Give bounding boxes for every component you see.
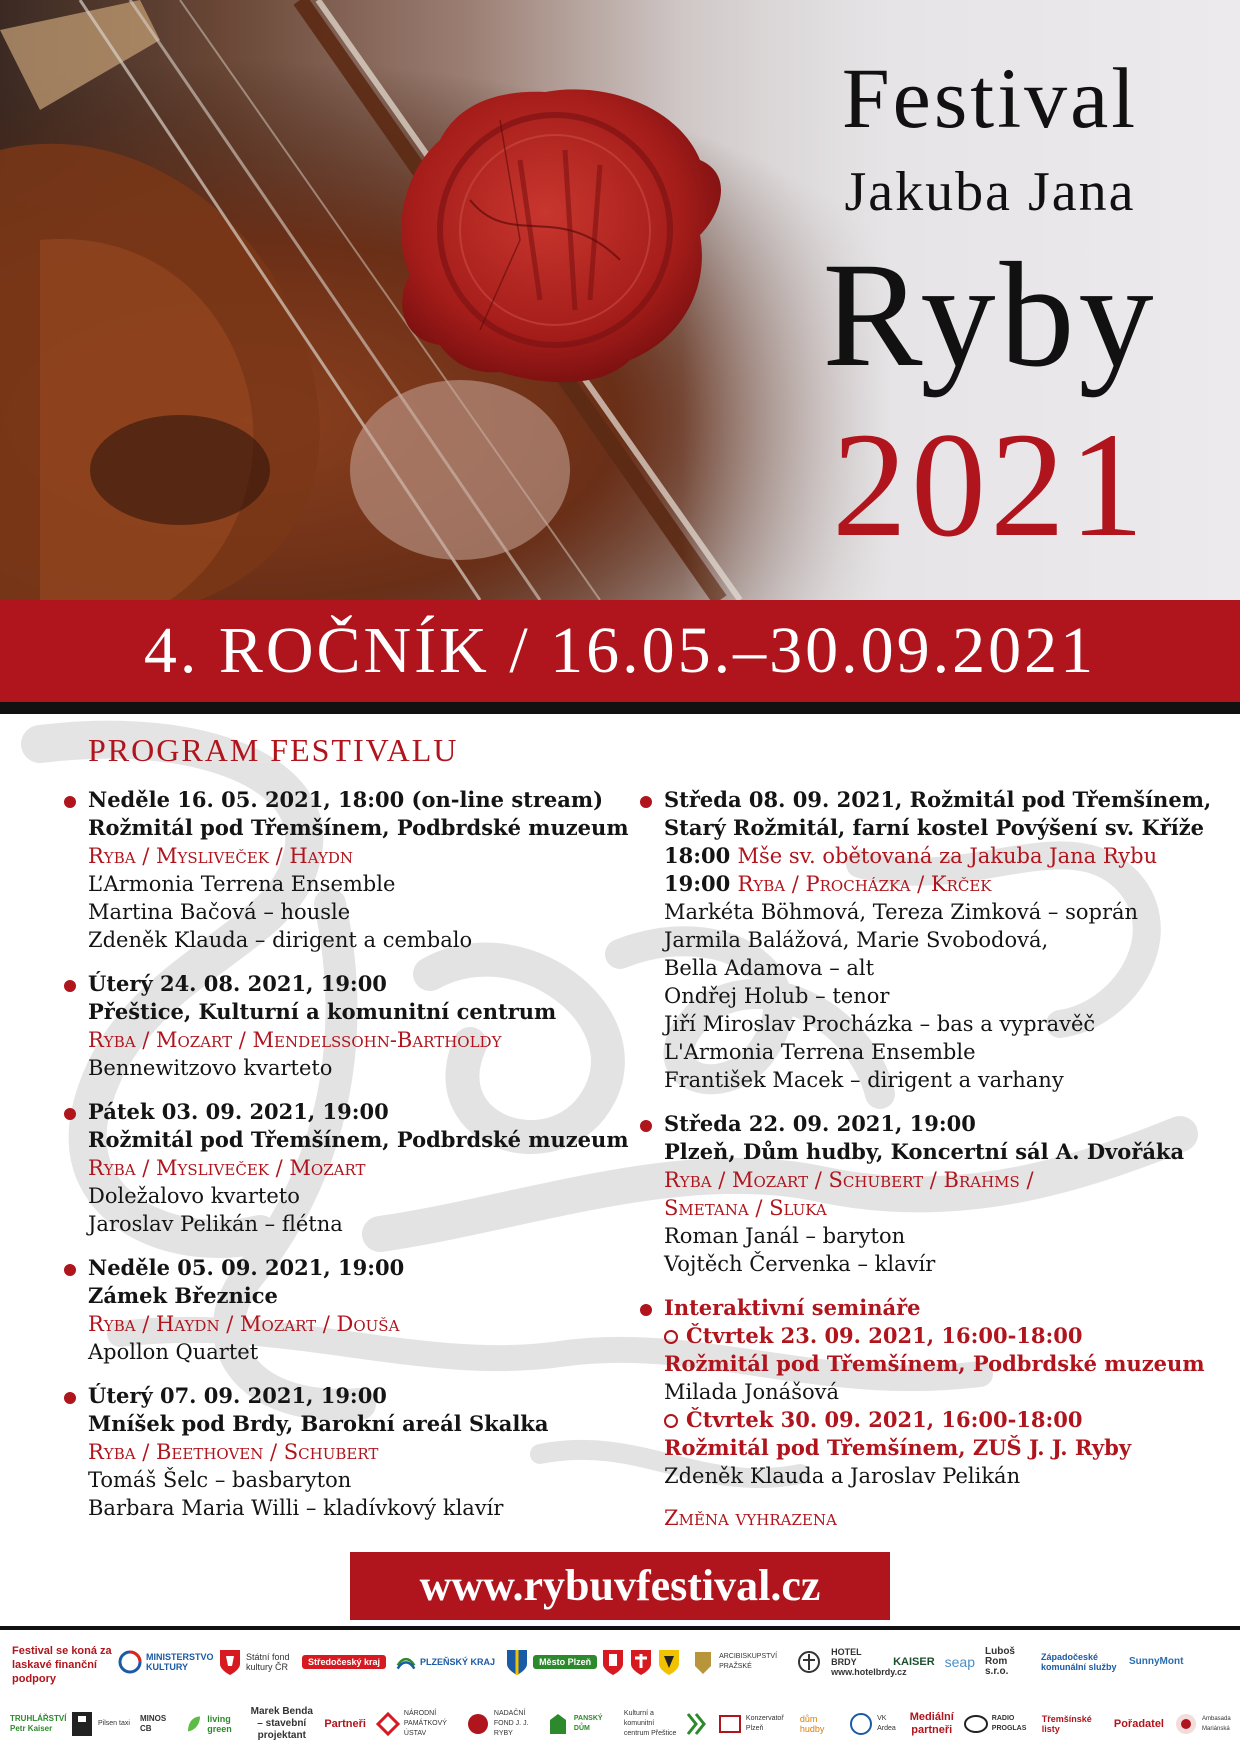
seap-logo bbox=[944, 1654, 975, 1670]
church-crest-icon bbox=[691, 1648, 715, 1676]
event-performer: L'Armonia Terrena Ensemble bbox=[664, 1040, 976, 1064]
hotel-brdy-logo bbox=[831, 1647, 907, 1677]
kkc-logo bbox=[624, 1709, 708, 1739]
bullet-icon bbox=[640, 1120, 652, 1132]
seminar-date bbox=[664, 1322, 1228, 1350]
zks-logo bbox=[1041, 1652, 1119, 1672]
sponsor-name: HOTEL BRDY www.hotelbrdy.cz bbox=[831, 1647, 907, 1677]
truhlarstvi-logo bbox=[10, 1714, 67, 1734]
event-composers: Ryba / Haydn / Mozart / Douša bbox=[88, 1312, 400, 1336]
event-performer: Jarmila Balážová, Marie Svobodová, bbox=[664, 928, 1049, 952]
event-venue: Zámek Březnice bbox=[88, 1283, 278, 1308]
konzervator-logo bbox=[718, 1710, 790, 1738]
media-partners-label: Mediální partneři bbox=[909, 1711, 954, 1736]
festival-website-link[interactable] bbox=[350, 1552, 890, 1620]
dum-hudby-logo bbox=[800, 1714, 839, 1734]
sponsor-name: TRUHLÁŘSTVÍ Petr Kaiser bbox=[10, 1714, 67, 1733]
seminar-lecturer: Milada Jonášová bbox=[664, 1380, 840, 1404]
vk-ardea-logo bbox=[849, 1710, 900, 1738]
bullet-icon bbox=[64, 980, 76, 992]
sponsor-name: MINOS CB bbox=[140, 1714, 167, 1733]
event-item bbox=[62, 786, 629, 954]
event-venue: Přeštice, Kulturní a komunitní centrum bbox=[88, 999, 557, 1024]
sponsor-name: KAISER bbox=[893, 1656, 935, 1668]
event-item bbox=[638, 1110, 1228, 1278]
bullet-icon bbox=[64, 796, 76, 808]
event-item bbox=[62, 1254, 622, 1366]
event-date: Úterý 24. 08. 2021, 19:00 bbox=[88, 971, 387, 996]
program-heading: PROGRAM FESTIVALU bbox=[88, 732, 459, 768]
event-performer: Bennewitzovo kvarteto bbox=[88, 1056, 333, 1080]
tremsinske-listy-logo bbox=[1042, 1714, 1104, 1734]
event-composers: Ryba / Procházka / Krček bbox=[737, 872, 992, 896]
festival-year: 2021 bbox=[832, 402, 1148, 568]
festival-title-line3: Ryby bbox=[822, 232, 1158, 398]
sponsor-name: NÁRODNÍ PAMÁTKOVÝ ÚSTAV bbox=[403, 1710, 447, 1737]
sponsor-name: dům hudby bbox=[799, 1714, 825, 1734]
event-performer: Vojtěch Červenka – klavír bbox=[664, 1252, 936, 1276]
seminar-lecturer: Zdeněk Klauda a Jaroslav Pelikán bbox=[664, 1464, 1021, 1488]
sponsor-name: PLZEŇSKÝ KRAJ bbox=[420, 1657, 496, 1667]
event-concert bbox=[664, 870, 1228, 898]
ministry-logo-icon bbox=[118, 1648, 142, 1676]
sponsor-name: Město Plzeň bbox=[533, 1655, 597, 1669]
event-composers: Ryba / Mozart / Mendelssohn-Bartholdy bbox=[88, 1028, 502, 1052]
living-green-logo bbox=[185, 1710, 239, 1738]
pilsen-taxi-logo bbox=[70, 1710, 130, 1738]
sponsor-name: RADIO PROGLAS bbox=[991, 1715, 1027, 1732]
mesto-plzen-logo bbox=[505, 1648, 681, 1676]
change-notice: Změna vyhrazena bbox=[664, 1506, 837, 1530]
sponsor-name: MINISTERSTVO KULTURY bbox=[146, 1652, 214, 1672]
stredocesky-logo bbox=[302, 1655, 386, 1669]
event-performer: Zdeněk Klauda – dirigent a cembalo bbox=[88, 928, 473, 952]
city-crest-icon bbox=[657, 1648, 681, 1676]
sponsor-row-bottom bbox=[10, 1700, 1240, 1748]
radio-icon bbox=[964, 1710, 988, 1738]
event-date: Pátek 03. 09. 2021, 19:00 bbox=[88, 1099, 389, 1124]
bullet-icon bbox=[64, 1264, 76, 1276]
conservatory-icon bbox=[718, 1710, 742, 1738]
sponsor-name: Kulturní a komunitní centrum Přeštice bbox=[623, 1710, 677, 1737]
seminar-date-text: Čtvrtek 23. 09. 2021, 16:00-18:00 bbox=[686, 1323, 1083, 1348]
panskydum-logo bbox=[546, 1710, 614, 1738]
event-mass bbox=[664, 842, 1228, 870]
marek-benda-label: Marek Benda – stavební projektant bbox=[250, 1706, 313, 1741]
sponsor-name: Třemšínské listy bbox=[1041, 1714, 1092, 1734]
sponsor-name: ARCIBISKUPSTVÍ PRAŽSKÉ bbox=[719, 1653, 778, 1670]
sponsor-name: Luboš Rom s.r.o. bbox=[985, 1646, 1015, 1677]
sponsor-row-top bbox=[118, 1638, 1183, 1686]
npu-logo-icon bbox=[376, 1710, 400, 1738]
event-item bbox=[62, 1382, 622, 1522]
festival-title-line1: Festival bbox=[841, 50, 1139, 146]
program-column-left bbox=[62, 786, 629, 1538]
seminar-venue: Rožmitál pod Třemšínem, Podbrdské muzeum bbox=[664, 1351, 1205, 1376]
sponsor-name: SunnyMont bbox=[1129, 1656, 1184, 1667]
event-performer: L’Armonia Terrena Ensemble bbox=[88, 872, 396, 896]
event-performer: Ondřej Holub – tenor bbox=[664, 984, 890, 1008]
minos-logo bbox=[140, 1714, 175, 1734]
seminar-date bbox=[664, 1406, 1228, 1434]
event-performer: Jiří Miroslav Procházka – bas a vypravěč bbox=[664, 1012, 1096, 1036]
sponsor-name: Západočeské komunální služby bbox=[1041, 1652, 1117, 1672]
edition-dates: 4. ROČNÍK / 16.05.–30.09.2021 bbox=[143, 614, 1097, 687]
event-performer: Martina Bačová – housle bbox=[88, 900, 351, 924]
seminar-heading: Interaktivní semináře bbox=[664, 1295, 921, 1320]
arcibiskupstvi-logo bbox=[691, 1648, 821, 1676]
seminar-date-text: Čtvrtek 30. 09. 2021, 16:00-18:00 bbox=[686, 1407, 1083, 1432]
sponsor-name: Státní fond kultury ČR bbox=[246, 1652, 290, 1672]
company-logo-icon bbox=[70, 1710, 94, 1738]
bullet-icon bbox=[64, 1392, 76, 1404]
event-item bbox=[638, 1294, 1228, 1490]
event-venue: Plzeň, Dům hudby, Koncertní sál A. Dvořáka bbox=[664, 1139, 1185, 1164]
event-composers: Ryba / Mysliveček / Haydn bbox=[88, 844, 353, 868]
event-date: Středa 08. 09. 2021, Rožmitál pod Třemšínem, bbox=[664, 787, 1212, 812]
lion-crest-icon bbox=[218, 1648, 242, 1676]
sponsors-footer bbox=[0, 1630, 1240, 1754]
ring-bullet-icon bbox=[664, 1414, 678, 1428]
radio-proglas-logo bbox=[964, 1710, 1032, 1738]
partners-label: Partneři bbox=[324, 1717, 366, 1730]
event-date: Neděle 05. 09. 2021, 19:00 bbox=[88, 1255, 405, 1280]
ring-bullet-icon bbox=[664, 1330, 678, 1344]
city-crest-icon bbox=[629, 1648, 653, 1676]
event-date: Neděle 16. 05. 2021, 18:00 (on-line stream) bbox=[88, 787, 604, 812]
seal-icon bbox=[466, 1710, 490, 1738]
seminar-venue: Rožmitál pod Třemšínem, ZUŠ J. J. Ryby bbox=[664, 1435, 1132, 1460]
bullet-icon bbox=[640, 1304, 652, 1316]
event-date: Středa 22. 09. 2021, 19:00 bbox=[664, 1111, 976, 1136]
event-composers: Ryba / Beethoven / Schubert bbox=[88, 1440, 379, 1464]
sponsor-name: VK Ardea bbox=[877, 1715, 896, 1732]
sponsor-name: Středočeský kraj bbox=[302, 1655, 386, 1669]
sponsor-name: PANSKÝ DŮM bbox=[573, 1715, 603, 1732]
event-performer: Tomáš Šelc – basbaryton bbox=[88, 1468, 352, 1492]
ambasada-logo bbox=[1174, 1710, 1240, 1738]
bullet-icon bbox=[64, 1108, 76, 1120]
sponsor-name: Konzervatoř Plzeň bbox=[745, 1715, 784, 1732]
npu-logo bbox=[376, 1709, 456, 1739]
program-section bbox=[0, 714, 1240, 1624]
event-item bbox=[62, 1098, 629, 1238]
event-performer: Apollon Quartet bbox=[88, 1340, 259, 1364]
sunnymont-logo bbox=[1129, 1657, 1183, 1667]
event-date: Úterý 07. 09. 2021, 19:00 bbox=[88, 1383, 387, 1408]
event-item bbox=[638, 786, 1228, 1094]
event-item bbox=[62, 970, 622, 1082]
leaf-icon bbox=[185, 1710, 203, 1738]
event-composers: Ryba / Mozart / Schubert / Brahms / bbox=[664, 1168, 1034, 1192]
bullet-icon bbox=[640, 796, 652, 808]
kkc-logo-icon bbox=[684, 1710, 708, 1738]
circle-logo-icon bbox=[849, 1710, 873, 1738]
hero-banner bbox=[0, 0, 1240, 600]
kaiser-logo bbox=[893, 1657, 935, 1667]
event-time: 18:00 bbox=[664, 843, 738, 868]
building-icon bbox=[546, 1710, 570, 1738]
sponsor-name: living green bbox=[207, 1714, 232, 1734]
event-composers: Ryba / Mysliveček / Mozart bbox=[88, 1156, 366, 1180]
event-venue: Mníšek pod Brdy, Barokní areál Skalka bbox=[88, 1411, 549, 1436]
festival-website-url: www.rybuvfestival.cz bbox=[419, 1561, 821, 1610]
sponsor-name: NADAČNÍ FOND J. J. RYBY bbox=[493, 1710, 529, 1737]
event-venue: Starý Rožmitál, farní kostel Povýšení sv. Kříže bbox=[664, 815, 1205, 840]
event-composers: Smetana / Sluka bbox=[664, 1196, 827, 1220]
event-time: 19:00 bbox=[664, 871, 738, 896]
church-crest-icon bbox=[797, 1648, 821, 1676]
city-crest-icon bbox=[601, 1648, 625, 1676]
lubos-rom-logo bbox=[985, 1647, 1031, 1677]
divider bbox=[0, 702, 1240, 714]
event-performer: Doležalovo kvarteto bbox=[88, 1184, 300, 1208]
ministry-logo bbox=[118, 1648, 214, 1676]
event-venue: Rožmitál pod Třemšínem, Podbrdské muzeum bbox=[88, 815, 629, 840]
event-performer: Markéta Böhmová, Tereza Zimková – soprán bbox=[664, 900, 1139, 924]
festival-title-line2: Jakuba Jana bbox=[844, 161, 1136, 223]
plzensky-logo bbox=[396, 1648, 495, 1676]
event-performer: Jaroslav Pelikán – flétna bbox=[88, 1212, 343, 1236]
event-performer: Barbara Maria Willi – kladívkový klavír bbox=[88, 1496, 504, 1520]
event-performer: František Macek – dirigent a varhany bbox=[664, 1068, 1064, 1092]
event-performer: Roman Janál – baryton bbox=[664, 1224, 906, 1248]
nadacni-fond-logo bbox=[466, 1709, 536, 1739]
sfk-logo bbox=[218, 1648, 292, 1676]
city-crest-icon bbox=[505, 1648, 529, 1676]
edition-band bbox=[0, 600, 1240, 702]
event-venue: Rožmitál pod Třemšínem, Podbrdské muzeum bbox=[88, 1127, 629, 1152]
organizer-label: Pořadatel bbox=[1113, 1717, 1164, 1730]
event-performer: Bella Adamova – alt bbox=[664, 956, 875, 980]
program-column-right bbox=[638, 786, 1228, 1532]
sponsor-name: Pilsen taxi bbox=[98, 1720, 130, 1727]
organizer-logo-icon bbox=[1174, 1710, 1198, 1738]
sponsor-name: Ambasada Mariánská bbox=[1202, 1716, 1231, 1732]
region-logo-icon bbox=[396, 1648, 416, 1676]
sponsor-name: seap bbox=[944, 1654, 975, 1670]
support-label: Festival se koná za laskavé finanční podpory bbox=[12, 1645, 112, 1685]
event-mass-title: Mše sv. obětovaná za Jakuba Jana Rybu bbox=[737, 844, 1158, 868]
